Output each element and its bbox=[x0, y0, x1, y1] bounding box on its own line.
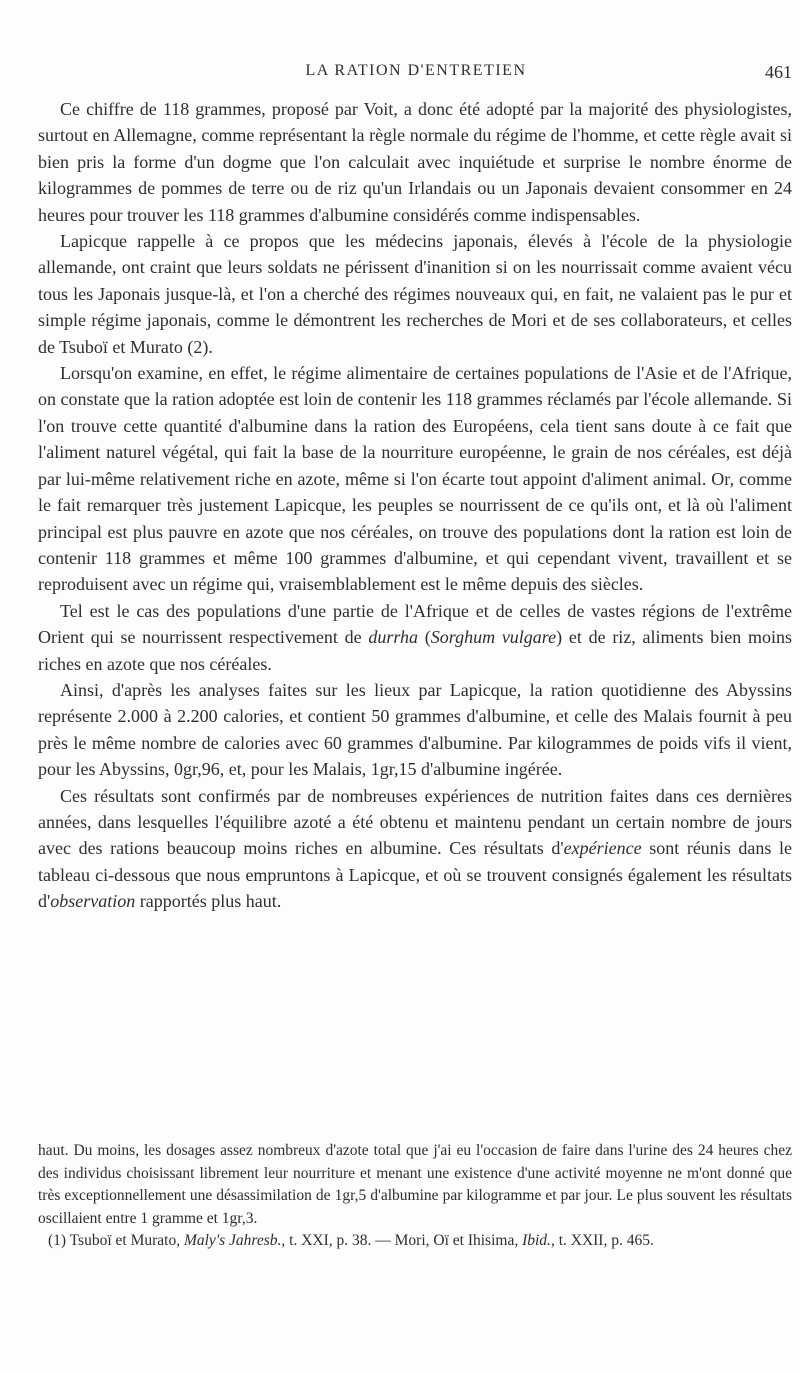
paragraph-5: Ainsi, d'après les analyses faites sur les lieux par Lapicque, la ration quotidienne des Abyssins représente 2.000 à 2.200 calories, et contient 50 grammes d'albumine, et celle des Malais fournit à peu près le même nombre de calories avec 60 grammes d'albumine. Par kilogrammes de poids vifs il vient, pour les Abyssins, 0gr,96, et, pour les Malais, 1gr,15 d'albumine ingérée. bbox=[38, 679, 792, 780]
durrha-term: durrha bbox=[368, 627, 419, 648]
footnote-1-text-b: , t. XXI, p. 38. — Mori, Oï et Ihisima, bbox=[281, 1232, 523, 1249]
footnotes bbox=[38, 1140, 792, 1253]
paragraph-6-text-b: sont réunis dans le tableau ci-dessous que nous empruntons à Lapicque, et où se trouvent consignés également les résultats d' bbox=[38, 838, 793, 912]
footnote-1 bbox=[38, 1230, 792, 1253]
footnote-1-text-a: (1) Tsuboï et Murato, bbox=[48, 1232, 184, 1249]
paragraph-2: Lapicque rappelle à ce propos que les médecins japonais, élevés à l'école de la physiologie allemande, ont craint que leurs soldats ne périssent d'inanition si on les nourrissait comme avaient vécu tous les Japonais jusque-là, et l'on a cherché des régimes nouveaux qui, en fait, ne valaient pas le pur et simple régime japonais, comme le démontrent les recherches de Mori et de ses collaborateurs, et celles de Tsuboï et Murato (2). bbox=[38, 231, 792, 357]
page-number: 461 bbox=[765, 62, 792, 82]
footnote-1-journal: Maly's Jahresb. bbox=[183, 1232, 282, 1249]
running-title: LA RATION D'ENTRETIEN bbox=[305, 62, 527, 79]
observation-term: observation bbox=[50, 891, 136, 912]
paragraph-3: Lorsqu'on examine, en effet, le régime alimentaire de certaines populations de l'Asie et de l'Afrique, on constate que la ration adoptée est loin de contenir les 118 grammes réclamés par l'école allemande. Si l'on trouve cette quantité d'albumine dans la ration des Européens, cela tient sans doute à ce fait que l'aliment naturel végétal, qui fait la base de la nourriture européenne, le grain de nos céréales, est déjà par lui-même relativement riche en azote, même si l'on écarte tout appoint d'aliment animal. Or, comme le fait remarquer très justement Lapicque, les peuples se nourrissent de ce qu'ils ont, et là où l'aliment principal est plus pauvre en azote que nos céréales, on trouve des populations dont la ration est loin de contenir 118 grammes et même 100 grammes d'albumine, et qui cependant vivent, travaillent et se reproduisent avec un régime qui, vraisemblablement est le même depuis des siècles. bbox=[38, 363, 792, 595]
footnote-1-text-c: , t. XXII, p. 465. bbox=[550, 1232, 654, 1249]
paragraph-4-text-b: ) et de riz, aliments bien moins riches en azote que nos céréales. bbox=[38, 627, 792, 674]
paragraph-4 bbox=[38, 598, 792, 677]
footnote-1-ibid: Ibid. bbox=[522, 1232, 551, 1249]
paragraph-4-paren: ( bbox=[418, 627, 431, 648]
sorghum-term: Sorghum vulgare bbox=[430, 627, 557, 648]
footnote-continuation: haut. Du moins, les dosages assez nombreux d'azote total que j'ai eu l'occasion de faire dans l'urine des 24 heures chez des individus choisissant librement leur nourriture et menant une existence d'une activité moyenne ne m'ont donné que très exceptionnellement une désassimilation de 1gr,5 d'albumine par kilogramme et par jour. Le plus souvent les résultats oscillaient entre 1 gramme et 1gr,3. bbox=[38, 1142, 792, 1227]
paragraph-6-text-c: rapportés plus haut. bbox=[135, 891, 282, 912]
experience-term: expérience bbox=[563, 838, 642, 859]
main-text bbox=[38, 96, 792, 915]
page-header bbox=[40, 62, 792, 86]
paragraph-6-text-a: Ces résultats sont confirmés par de nombreuses expériences de nutrition faites dans ces dernières années, dans lesquelles l'équilibre azoté a été obtenu et maintenu pendant un certain nombre de jours avec des rations beaucoup moins riches en albumine. Ces résultats d' bbox=[38, 785, 792, 859]
paragraph-4-text-a: Tel est le cas des populations d'une partie de l'Afrique et de celles de vastes régions de l'extrême Orient qui se nourrissent respectivement de bbox=[38, 600, 792, 648]
paragraph-6 bbox=[38, 783, 792, 915]
paragraph-1: Ce chiffre de 118 grammes, proposé par Voit, a donc été adopté par la majorité des physiologistes, surtout en Allemagne, comme représentant la règle normale du régime de l'homme, et cette règle avait si bien pris la forme d'un dogme que l'on calculait avec inquiétude et surprise le nombre énorme de kilogrammes de pommes de terre ou de riz qu'un Irlandais ou un Japonais devaient consommer en 24 heures pour trouver les 118 grammes d'albumine considérés comme indispensables. bbox=[38, 99, 792, 225]
